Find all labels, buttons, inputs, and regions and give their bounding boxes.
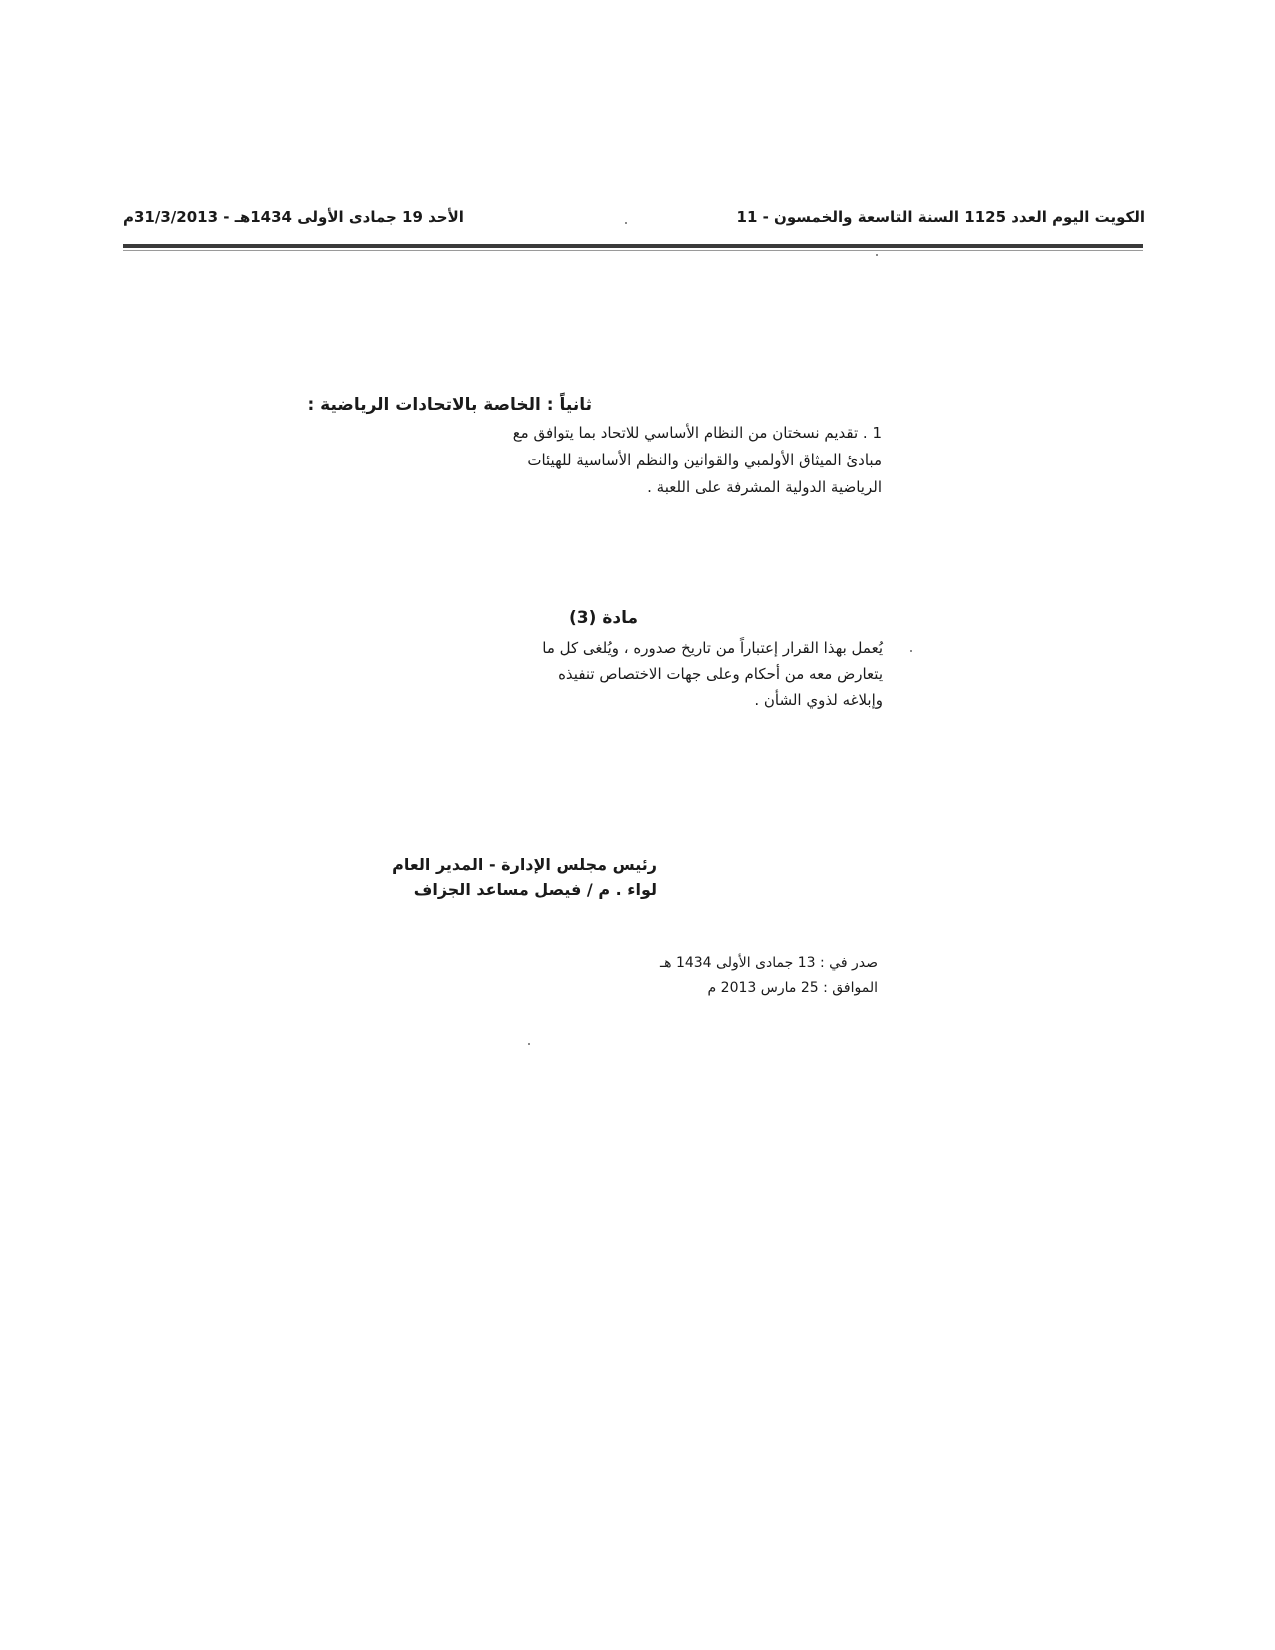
section-line: الرياضية الدولية المشرفة على اللعبة . <box>647 478 882 496</box>
article-title: مادة (3) <box>569 608 638 628</box>
article-body <box>443 635 883 713</box>
article-line: يتعارض معه من أحكام وعلى جهات الاختصاص تنفيذه <box>558 665 883 683</box>
scan-speck <box>528 1043 530 1045</box>
issue-date-gregorian: الموافق : 25 مارس 2013 م <box>707 980 878 996</box>
scan-speck <box>625 222 627 224</box>
scan-speck <box>876 254 878 256</box>
signatory-title: رئيس مجلس الإدارة - المدير العام <box>392 855 657 874</box>
section-paragraph <box>392 420 882 501</box>
section-line: مبادئ الميثاق الأولمبي والقوانين والنظم الأساسية للهيئات <box>527 451 882 469</box>
signatory-name: لواء . م / فيصل مساعد الجزاف <box>413 880 657 899</box>
article-line: يُعمل بهذا القرار إعتباراً من تاريخ صدوره ، ويُلغى كل ما <box>542 639 883 657</box>
section-heading: ثانياً : الخاصة بالاتحادات الرياضية : <box>307 395 592 415</box>
gazette-date-line: الأحد 19 جمادى الأولى 1434هـ - 31/3/2013م <box>123 208 464 226</box>
issue-date-hijri: صدر في : 13 جمادى الأولى 1434 هـ <box>660 955 878 971</box>
scan-speck <box>910 650 912 652</box>
article-line: وإبلاغه لذوي الشأن . <box>754 691 883 709</box>
header-divider <box>123 244 1143 248</box>
section-line: 1 . تقديم نسختان من النظام الأساسي للاتحاد بما يتوافق مع <box>512 424 882 442</box>
header-divider-thin <box>123 250 1143 251</box>
gazette-publication-line: الكويت اليوم العدد 1125 السنة التاسعة والخمسون - 11 <box>736 208 1145 226</box>
